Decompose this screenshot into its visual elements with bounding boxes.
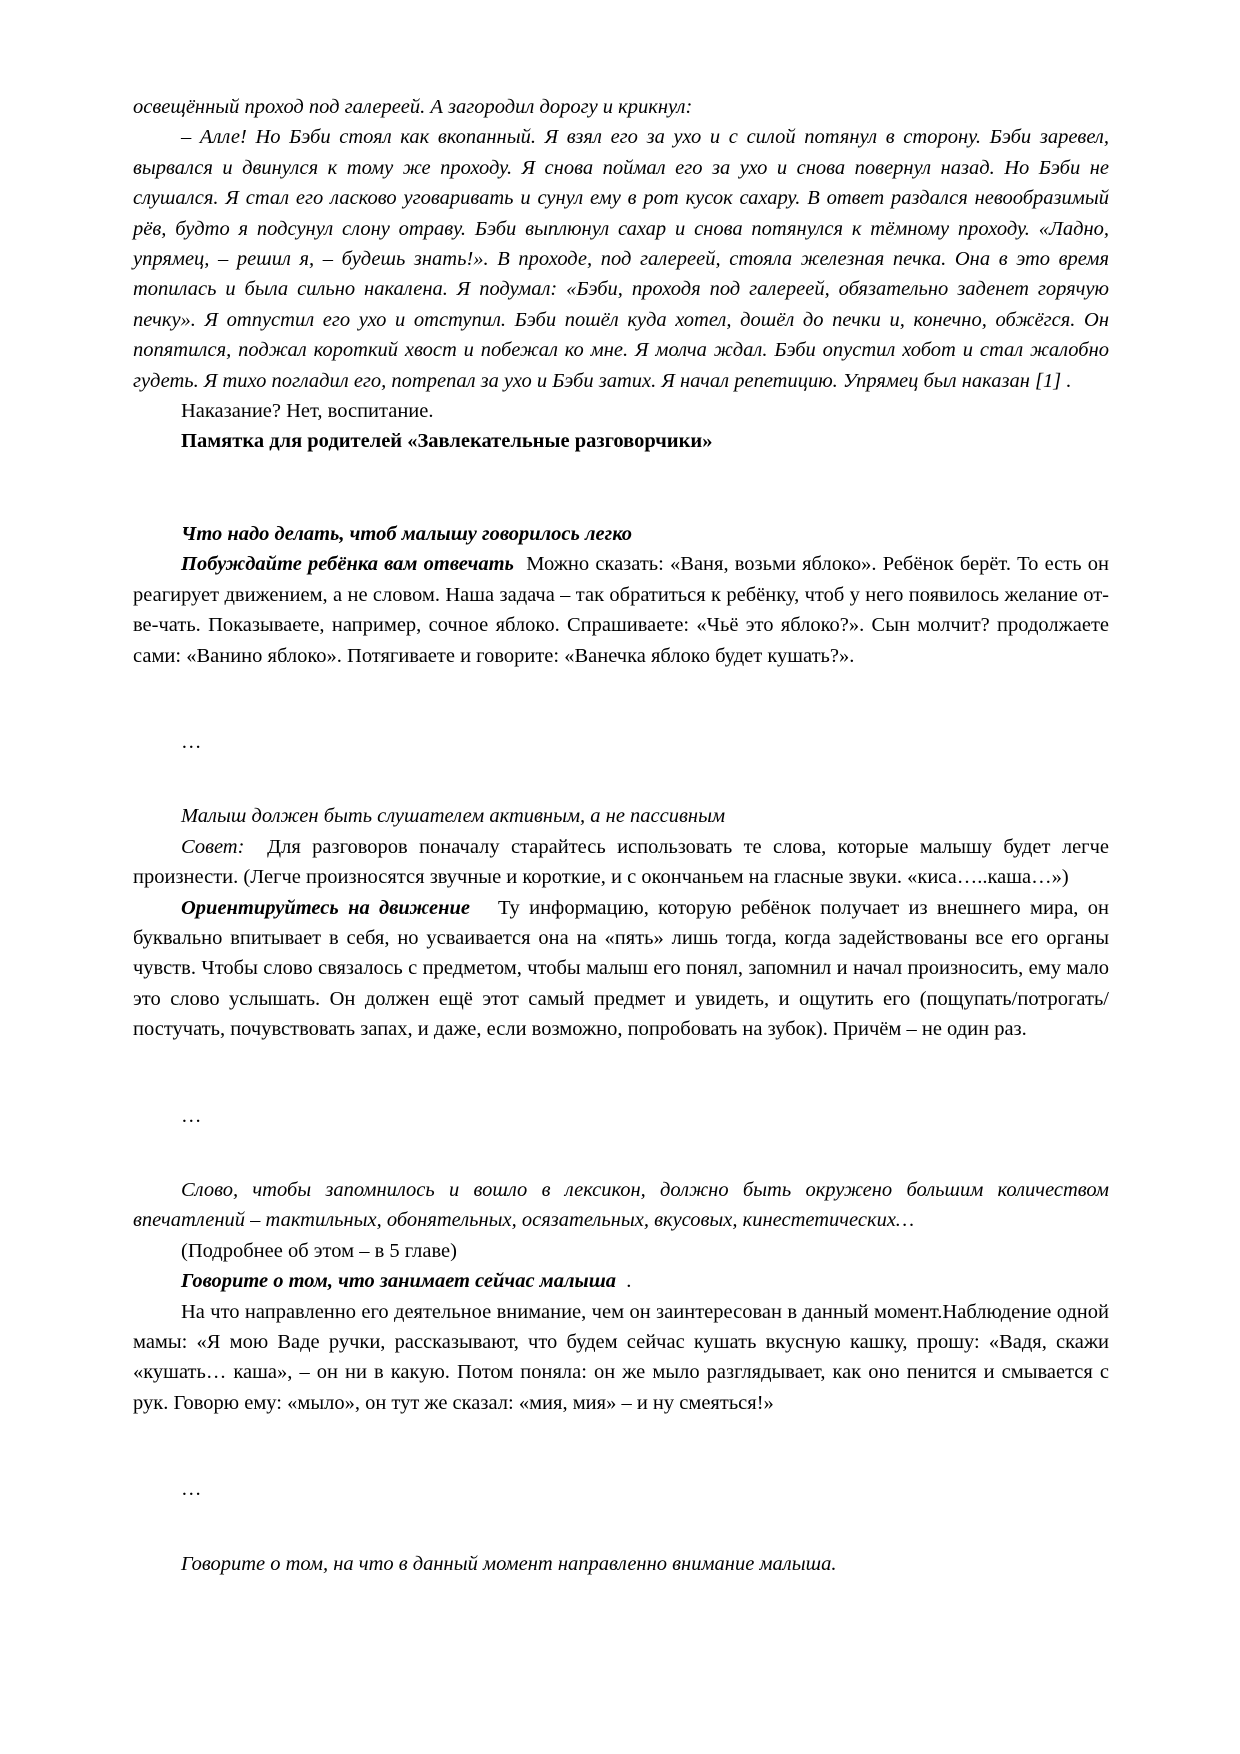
- section-1-spacer: [514, 553, 526, 575]
- section-3-body: Ту информацию, которую ребёнок получает из внешнего мира, он буквально впитывает в себя, но усваивается она на «пять» лишь тогда, когда задействованы все его органы чувств. Чтобы слово связалось с предметом, чтобы малыш его понял, запомнил и начал произносить, ему мало это слово услышать. Он должен ещё этот самый предмет и увидеть, и ощутить его (пощупать/потрогать/постучать, почувствовать запах, и даже, если возможно, попробовать на зубок). Причём – не один раз.: [133, 896, 1109, 1041]
- spacer-before-ellipsis-1: [133, 671, 1109, 727]
- section-1-paragraph: [133, 549, 1109, 671]
- section-3-paragraph: [133, 893, 1109, 1045]
- spacer-after-ellipsis-2: [133, 1131, 1109, 1175]
- section-4-paragraph: На что направленно его деятельное внимание, чем он заинтересован в данный момент.Наблюдение одной мамы: «Я мою Ваде ручки, рассказывают, что будем сейчас кушать вкусную кашку, прошу: «Вадя, скажи «кушать… каша», – он ни в какую. Потом поняла: он же мыло разглядывает, как оно пенится и смывается с рук. Говорю ему: «мыло», он тут же сказал: «мия, мия» – и ну смеяться!»: [133, 1300, 1109, 1414]
- section-4-lead-tail-spacer: [616, 1270, 626, 1292]
- ellipsis-separator-3: …: [181, 1478, 203, 1501]
- spacer-after-ellipsis-1: [133, 757, 1109, 801]
- section-4-quote: Слово, чтобы запомнилось и вошло в лексикон, должно быть окружено большим количеством впечатлений – тактильных, обонятельных, осязательных, вкусовых, кинестетических…: [133, 1178, 1109, 1232]
- section-3-lead: Ориентируйтесь на движение: [181, 896, 470, 919]
- ellipsis-separator-2: …: [181, 1104, 203, 1127]
- story-first-line: освещённый проход под галереей. А загородил дорогу и крикнул:: [133, 96, 693, 118]
- section-4-lead-line: [133, 1266, 1109, 1296]
- section-4-lead: Говорите о том, что занимает сейчас малыша: [181, 1270, 617, 1293]
- section-3-spacer: [470, 897, 498, 919]
- section-4-lead-tail: .: [626, 1270, 632, 1293]
- story-body-paragraph: – Алле! Но Бэби стоял как вкопанный. Я взял его за ухо и с силой потянул в сторону. Бэби заревел, вырвался и двинулся к тому же проходу. Я снова поймал его за ухо и снова повернул назад. Но Бэби не слушался. Я стал его ласково уговаривать и сунул ему в рот кусок сахару. В ответ раздался невообразимый рёв, будто я подсунул слону отраву. Бэби выплюнул сахар и снова потянулся к тёмному проходу. «Ладно, упрямец, – решил я, – будешь знать!». В проходе, под галереей, стояла железная печка. Она в это время топилась и была сильно накалена. Я подумал: «Бэби, проходя под галереей, обязательно заденет горячую печку». Я отпустил его ухо и отступил. Бэби пошёл куда хотел, дошёл до печки и, конечно, обжёгся. Он попятился, поджал короткий хвост и побежал ко мне. Я молча ждал. Бэби опустил хобот и стал жалобно гудеть. Я тихо погладил его, потрепал за ухо и Бэби затих. Я начал репетицию. Упрямец был наказан [1] .: [133, 126, 1109, 392]
- closing-line: Говорите о том, на что в данный момент направленно внимание малыша.: [181, 1552, 837, 1575]
- section-1-body: Можно сказать: «Ваня, возьми яблоко». Ребёнок берёт. То есть он реагирует движением, а не словом. Наша задача – так обратиться к ребёнку, чтоб у него появилось желание от-ве-чать. Показываете, например, сочное яблоко. Спрашиваете: «Чьё это яблоко?». Сын молчит? продолжаете сами: «Ванино яблоко». Потягиваете и говорите: «Ванечка яблоко будет кушать?».: [133, 553, 1109, 667]
- spacer-before-ellipsis-3: [133, 1418, 1109, 1474]
- section-2-paragraph: [133, 832, 1109, 893]
- section-2-heading: Малыш должен быть слушателем активным, а не пассивным: [181, 805, 726, 828]
- section-1-lead: Побуждайте ребёнка вам отвечать: [181, 553, 514, 576]
- section-2-lead: Совет:: [181, 835, 245, 858]
- section-4-note: (Подробнее об этом – в 5 главе): [181, 1239, 457, 1262]
- spacer-after-ellipsis-3: [133, 1505, 1109, 1549]
- memo-title: Памятка для родителей «Завлекательные разговорчики»: [181, 430, 713, 453]
- section-2-spacer: [244, 836, 267, 858]
- section-1-heading: Что надо делать, чтоб малышу говорилось легко: [181, 522, 633, 545]
- ellipsis-separator-1: …: [181, 730, 203, 753]
- punishment-line: Наказание? Нет, воспитание.: [181, 400, 434, 423]
- section-2-body: Для разговоров поначалу старайтесь использовать те слова, которые малышу будет легче произнести. (Легче произносятся звучные и короткие, и с окончаньем на гласные звуки. «киса…..каша…»): [133, 835, 1109, 889]
- page-content: [133, 92, 1109, 1579]
- spacer-after-memo-title: [133, 457, 1109, 519]
- spacer-before-ellipsis-2: [133, 1045, 1109, 1101]
